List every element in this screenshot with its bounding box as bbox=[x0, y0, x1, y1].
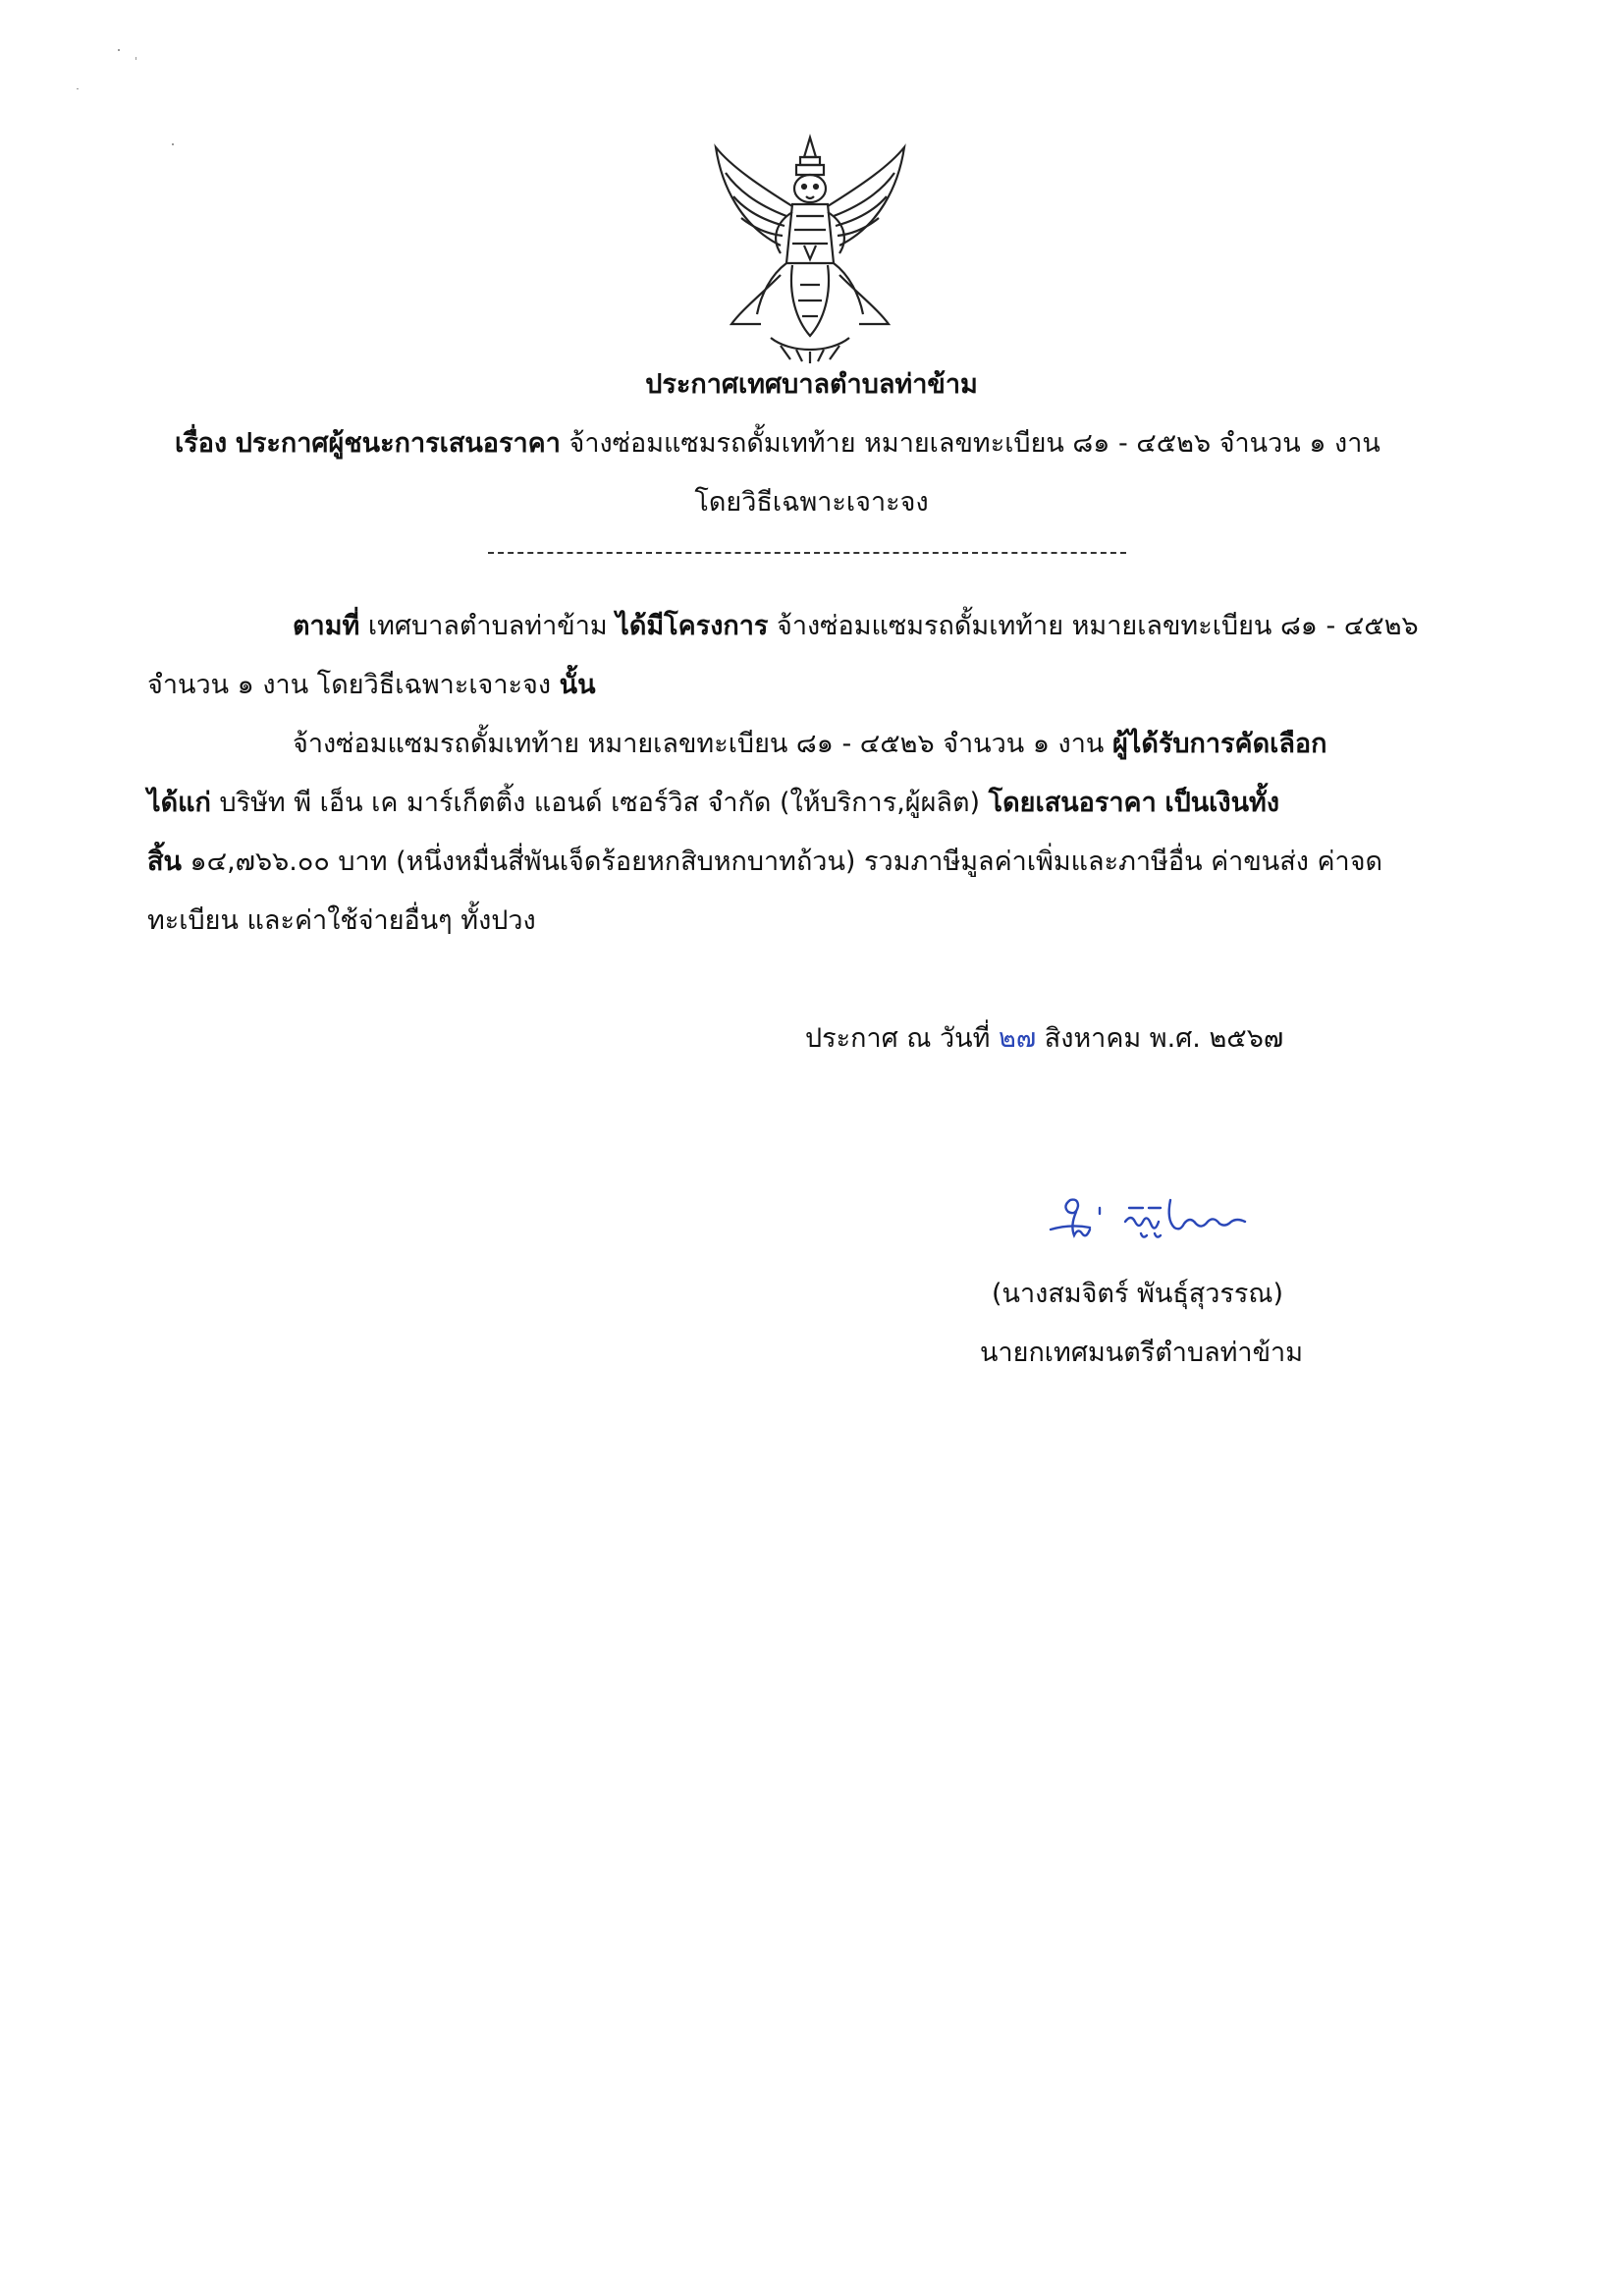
p2-line2-bold-2: โดยเสนอราคา bbox=[988, 788, 1157, 818]
paragraph-2-line-3 bbox=[147, 843, 1382, 882]
p1-bold-2: ได้มีโครงการ bbox=[616, 611, 769, 641]
p2-line3-bold: สิ้น bbox=[147, 847, 182, 877]
handwritten-signature bbox=[1031, 1178, 1286, 1257]
date-suffix: สิงหาคม พ.ศ. ๒๕๖๗ bbox=[1044, 1023, 1284, 1054]
scan-speck bbox=[77, 88, 79, 89]
p1-text-1: เทศบาลตำบลท่าข้าม bbox=[367, 611, 608, 641]
subject-text: จ้างซ่อมแซมรถดั้มเทท้าย หมายเลขทะเบียน ๘๑ - ๔๕๒๖ จำนวน ๑ งาน bbox=[568, 428, 1380, 459]
document-title: ประกาศเทศบาลตำบลท่าข้าม bbox=[645, 369, 978, 400]
signatory-name: (นางสมจิตร์ พันธุ์สุวรรณ) bbox=[992, 1279, 1284, 1309]
subject-heading: ประกาศผู้ชนะการเสนอราคา bbox=[235, 428, 561, 459]
scan-speck bbox=[118, 49, 120, 51]
p1-text-2: จ้างซ่อมแซมรถดั้มเทท้าย หมายเลขทะเบียน ๘๑ - ๔๕๒๖ bbox=[777, 611, 1419, 641]
p2-line3-text: ๑๔,๗๖๖.๐๐ บาท (หนึ่งหมื่นสี่พันเจ็ดร้อยหกสิบหกบาทถ้วน) รวมภาษีมูลค่าเพิ่มและภาษีอื่น ค่าขนส่ง ค่าจด bbox=[189, 847, 1383, 877]
p1-line2-bold: นั้น bbox=[559, 670, 596, 700]
signatory-position: นายกเทศมนตรีตำบลท่าข้าม bbox=[980, 1338, 1303, 1368]
scan-speck bbox=[172, 143, 174, 145]
p2-line2-bold-3: เป็นเงินทั้ง bbox=[1164, 788, 1280, 818]
date-prefix: ประกาศ ณ วันที่ bbox=[805, 1023, 991, 1054]
paragraph-2-line-2 bbox=[147, 784, 1279, 823]
date-day: ๒๗ bbox=[999, 1023, 1037, 1054]
p2-bold-1: ผู้ได้รับการคัดเลือก bbox=[1111, 729, 1327, 759]
scan-speck bbox=[135, 57, 136, 60]
paragraph-1-line-2 bbox=[147, 666, 596, 705]
subject-method: โดยวิธีเฉพาะเจาะจง bbox=[694, 487, 929, 518]
paragraph-2-line-1 bbox=[293, 725, 1327, 764]
subject-line bbox=[175, 424, 1380, 464]
announcement-date bbox=[805, 1019, 1283, 1059]
garuda-emblem-icon bbox=[702, 128, 918, 363]
p2-text-1: จ้างซ่อมแซมรถดั้มเทท้าย หมายเลขทะเบียน ๘๑ - ๔๕๒๖ จำนวน ๑ งาน bbox=[293, 729, 1105, 759]
p1-bold-1: ตามที่ bbox=[293, 611, 360, 641]
separator-rule bbox=[488, 552, 1126, 554]
paragraph-2-line-4: ทะเบียน และค่าใช้จ่ายอื่นๆ ทั้งปวง bbox=[147, 905, 536, 936]
paragraph-1-line-1 bbox=[293, 607, 1419, 646]
subject-label: เรื่อง bbox=[175, 428, 228, 459]
p2-line2-text: บริษัท พี เอ็น เค มาร์เก็ตติ้ง แอนด์ เซอร์วิส จำกัด (ให้บริการ,ผู้ผลิต) bbox=[219, 788, 981, 818]
p1-line2-text: จำนวน ๑ งาน โดยวิธีเฉพาะเจาะจง bbox=[147, 670, 552, 700]
p2-line2-bold-1: ได้แก่ bbox=[147, 788, 211, 818]
